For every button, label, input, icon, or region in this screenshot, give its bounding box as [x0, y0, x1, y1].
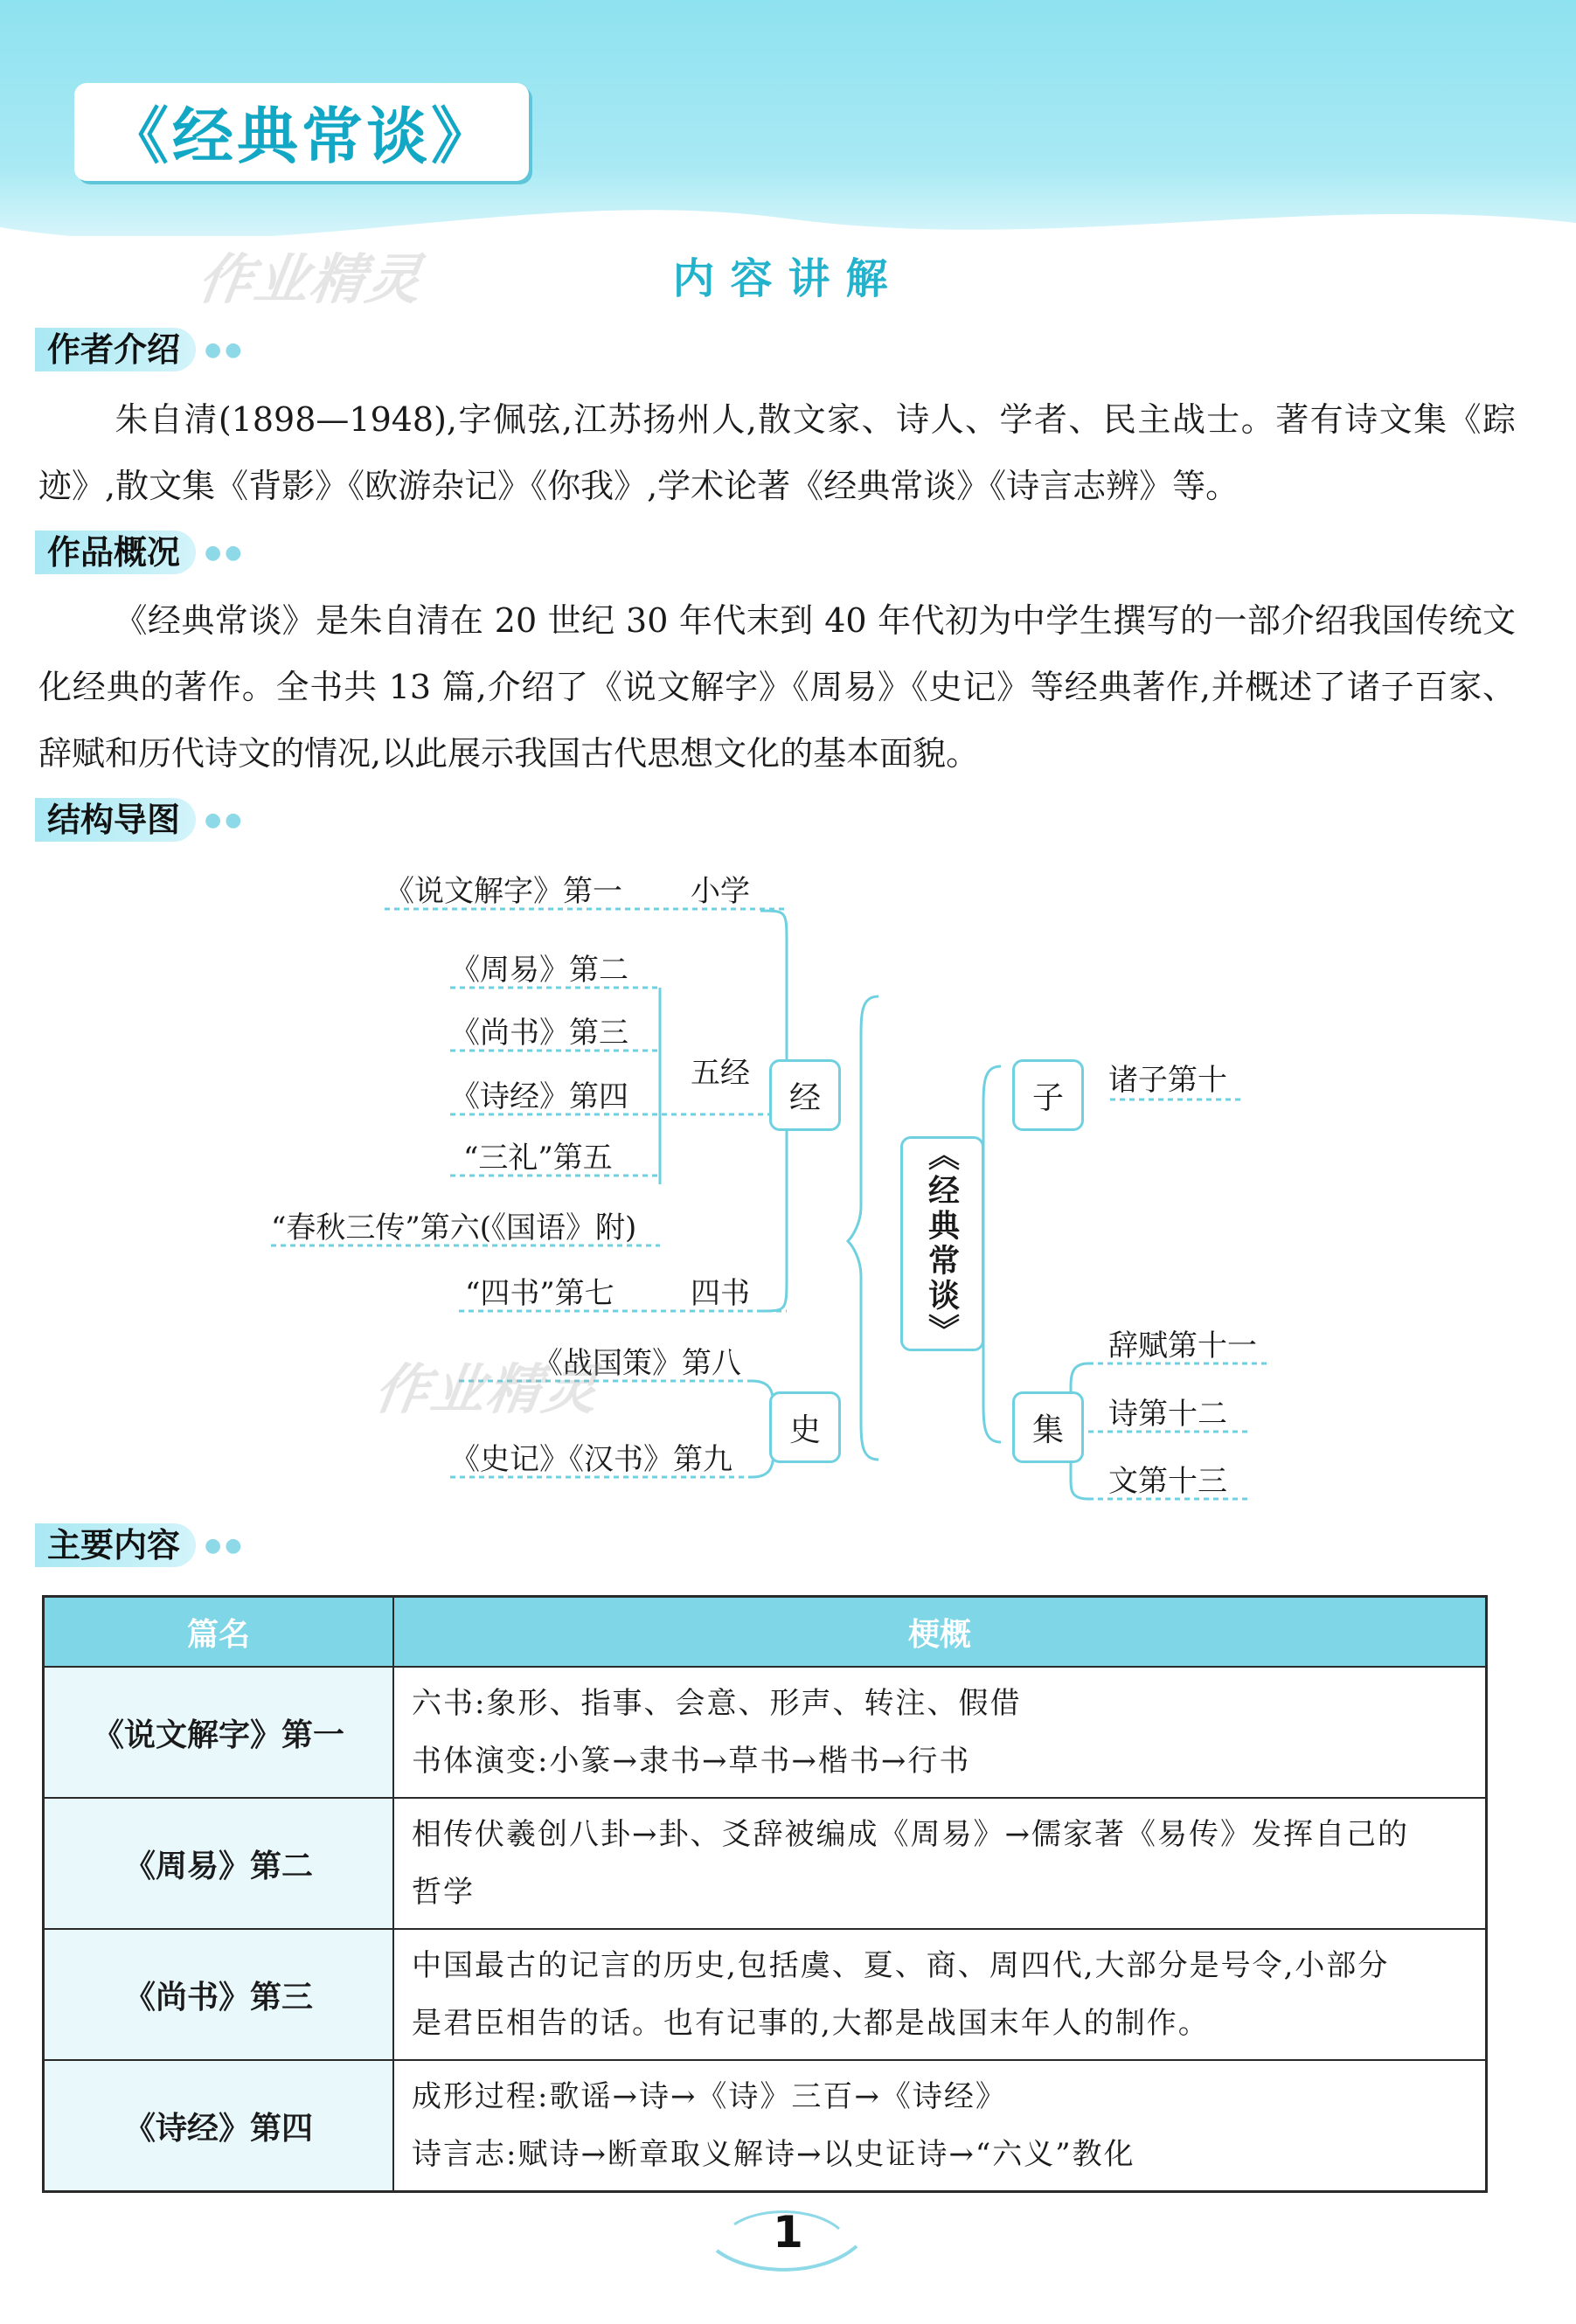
table-row: [44, 1667, 1487, 1798]
mm-wen: 文第十三: [1108, 1464, 1227, 1499]
structure-heading: [35, 795, 245, 844]
mm-shijing: 《诗经》第四: [450, 1079, 628, 1114]
mm-zhanguoce: 《战国策》第八: [533, 1346, 741, 1381]
row-summary: [393, 1798, 1487, 1929]
mm-node-jing: 经: [769, 1059, 841, 1131]
main-content-heading-label: 主要内容: [35, 1523, 196, 1567]
mm-node-zi: 子: [1012, 1059, 1084, 1131]
mm-shiji: 《史记》《汉书》第九: [450, 1442, 732, 1477]
mm-sishu-group: 四书: [691, 1276, 750, 1311]
author-text: 朱自清(1898—1948),字佩弦,江苏扬州人,散文家、诗人、学者、民主战士。著有诗文集《踪迹》,散文集《背影》《欧游杂记》《你我》,学术论著《经典常谈》《诗言志辨》等。: [38, 400, 1516, 505]
row-summary-line: 书体演变:小篆→隶书→草书→楷书→行书: [412, 1744, 971, 1779]
page-number: 1: [773, 2207, 803, 2258]
author-heading: [35, 325, 245, 374]
mm-shi: 诗第十二: [1108, 1397, 1227, 1432]
table-row: [44, 1929, 1487, 2060]
watermark-top: 作业精灵: [194, 247, 427, 311]
content-table: [42, 1595, 1488, 2193]
row-summary: [393, 2060, 1487, 2192]
dots-decoration: ●●: [205, 338, 246, 361]
row-name: 《诗经》第四: [44, 2060, 394, 2192]
table-row: [44, 2060, 1487, 2192]
mm-zhuzi: 诸子第十: [1108, 1063, 1227, 1098]
mm-xiaoxue: 小学: [691, 874, 750, 909]
mm-chunqiu: “春秋三传”第六(《国语》附): [271, 1211, 637, 1245]
row-name: 《周易》第二: [44, 1798, 394, 1929]
dots-decoration: ●●: [205, 1534, 246, 1557]
mm-node-shi: 史: [769, 1391, 841, 1463]
overview-text: 《经典常谈》是朱自清在 20 世纪 30 年代末到 40 年代初为中学生撰写的一部介绍我国传统文化经典的著作。全书共 13 篇,介绍了《说文解字》《周易》《史记》等经典著作,并概述了诸子百家、辞赋和历代诗文的情况,以此展示我国古代思想文化的基本面貌。: [38, 601, 1516, 773]
watermark-middle: 作业精灵: [371, 1357, 604, 1421]
row-summary-line: 成形过程:歌谣→诗→《诗》三百→《诗经》: [412, 2079, 1007, 2114]
book-title: 《经典常谈》: [108, 100, 496, 172]
mm-sishu: “四书”第七: [465, 1276, 614, 1311]
mm-sanli: “三礼”第五: [463, 1141, 613, 1176]
structure-heading-label: 结构导图: [35, 798, 196, 842]
mm-zhouyi: 《周易》第二: [450, 953, 628, 988]
mm-shuowen: 《说文解字》第一: [385, 874, 622, 909]
author-heading-label: 作者介绍: [35, 328, 196, 371]
mm-cifu: 辞赋第十一: [1108, 1328, 1257, 1363]
overview-paragraph: [38, 587, 1516, 787]
row-summary-line: 中国最古的记言的历史,包括虞、夏、商、周四代,大部分是号令,小部分: [412, 1948, 1390, 1983]
mm-node-ji: 集: [1012, 1391, 1084, 1463]
mm-shangshu: 《尚书》第三: [450, 1016, 628, 1051]
section-title: 内容讲解: [672, 254, 904, 303]
dots-decoration: ●●: [205, 808, 246, 831]
dots-decoration: ●●: [205, 541, 246, 564]
table-row: [44, 1798, 1487, 1929]
row-summary: [393, 1929, 1487, 2060]
table-header-row: [44, 1597, 1487, 1668]
row-summary-line: 是君臣相告的话。也有记事的,大都是战国末年人的制作。: [412, 2006, 1210, 2041]
overview-heading-label: 作品概况: [35, 531, 196, 574]
row-summary-line: 六书:象形、指事、会意、形声、转注、假借: [412, 1686, 1022, 1721]
row-summary-line: 哲学: [412, 1875, 475, 1910]
row-summary: [393, 1667, 1487, 1798]
row-name: 《尚书》第三: [44, 1929, 394, 2060]
overview-heading: [35, 528, 245, 577]
mm-wujing: 五经: [691, 1056, 750, 1091]
row-summary-line: 诗言志:赋诗→断章取义解诗→以史证诗→“六义”教化: [412, 2137, 1135, 2172]
row-summary-line: 相传伏羲创八卦→卦、爻辞被编成《周易》→儒家著《易传》发挥自己的: [412, 1817, 1409, 1852]
col-header-name: 篇名: [44, 1597, 394, 1668]
col-header-summary: 梗概: [393, 1597, 1487, 1668]
author-paragraph: [38, 386, 1516, 519]
main-content-heading: [35, 1521, 245, 1570]
row-name: 《说文解字》第一: [44, 1667, 394, 1798]
mm-center-title: 《经典常谈》: [900, 1136, 984, 1351]
